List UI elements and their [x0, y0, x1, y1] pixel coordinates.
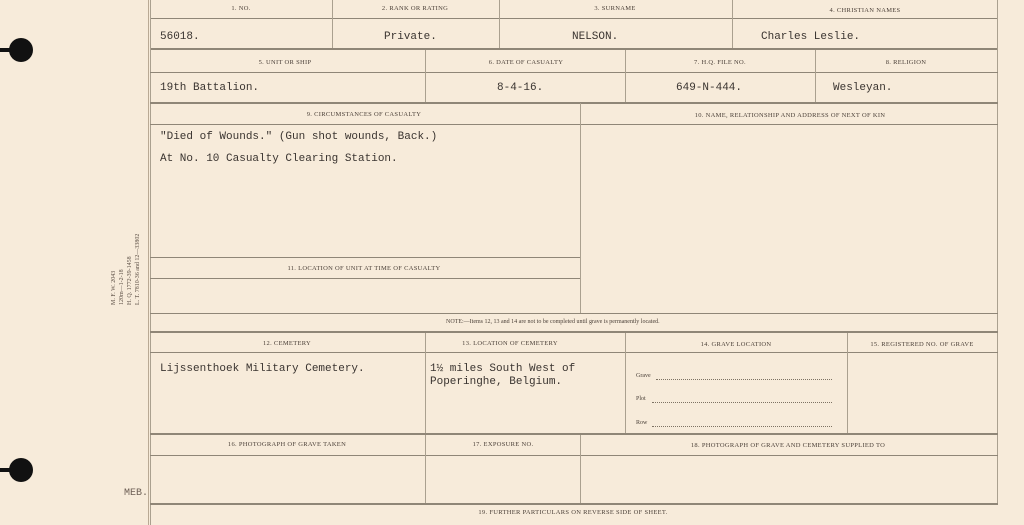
- value-religion: Wesleyan.: [833, 82, 893, 94]
- label-cemetery: 12. CEMETERY: [262, 340, 312, 347]
- label-christian-names: 4. CHRISTIAN NAMES: [829, 7, 901, 14]
- note-text: NOTE:—Items 12, 13 and 14 are not to be completed until grave is permanently located.: [446, 319, 660, 325]
- value-unit: 19th Battalion.: [160, 82, 260, 94]
- label-rank: 2. RANK OR RATING: [381, 5, 449, 12]
- value-surname: NELSON.: [572, 31, 619, 43]
- label-date: 6. DATE OF CASUALTY: [488, 59, 564, 66]
- value-christian-names: Charles Leslie.: [761, 31, 861, 43]
- value-cemetery-location-2: Poperinghe, Belgium.: [430, 376, 563, 388]
- value-hq-file: 649-N-444.: [676, 82, 743, 94]
- label-unit-location: 11. LOCATION OF UNIT AT TIME OF CASUALTY: [287, 265, 441, 272]
- label-number: 1. NO.: [231, 5, 251, 12]
- stamp-initials: MEB.: [124, 488, 149, 499]
- circumstances-line-1: "Died of Wounds." (Gun shot wounds, Back.): [160, 131, 438, 143]
- form-reference-text: [110, 215, 146, 305]
- label-exposure-no: 17. EXPOSURE NO.: [472, 441, 534, 448]
- footer-text: 19. FURTHER PARTICULARS ON REVERSE SIDE OF SHEET.: [478, 509, 668, 516]
- label-cemetery-location: 13. LOCATION OF CEMETERY: [462, 340, 558, 347]
- label-photo-supplied: 18. PHOTOGRAPH OF GRAVE AND CEMETERY SUPPLIED TO: [690, 442, 886, 449]
- value-date: 8-4-16.: [497, 82, 544, 94]
- label-unit: 5. UNIT OR SHIP: [258, 59, 312, 66]
- form-ref-line: 120m—1-2-18: [119, 269, 125, 305]
- plot-field-label: Plot: [636, 396, 646, 402]
- grave-field-label: Grave: [636, 373, 651, 379]
- label-grave-location: 14. GRAVE LOCATION: [700, 341, 772, 348]
- punch-hole-top: [9, 38, 33, 62]
- form-ref-line: L. T. 7810-36 and 12—33802: [135, 233, 141, 305]
- circumstances-line-2: At No. 10 Casualty Clearing Station.: [160, 153, 398, 165]
- label-circumstances: 9. CIRCUMSTANCES OF CASUALTY: [306, 111, 422, 118]
- label-photo-taken: 16. PHOTOGRAPH OF GRAVE TAKEN: [227, 441, 347, 448]
- value-rank: Private.: [384, 31, 437, 43]
- value-cemetery-location-1: 1½ miles South West of: [430, 363, 576, 375]
- label-registered-no: 15. REGISTERED NO. OF GRAVE: [870, 341, 974, 348]
- value-number: 56018.: [160, 31, 200, 43]
- label-hq-file: 7. H.Q. FILE NO.: [694, 59, 746, 66]
- punch-hole-bottom: [9, 458, 33, 482]
- card-stub: [0, 0, 149, 525]
- label-next-of-kin: 10. NAME, RELATIONSHIP AND ADDRESS OF NEXT OF KIN: [694, 112, 886, 119]
- row-field-label: Row: [636, 420, 648, 426]
- form-ref-line: M. F. W. 2043: [111, 270, 117, 305]
- form-ref-line: H. Q. 1772-39-1458: [127, 256, 133, 305]
- value-cemetery: Lijssenthoek Military Cemetery.: [160, 363, 365, 375]
- label-religion: 8. RELIGION: [885, 59, 927, 66]
- label-surname: 3. SURNAME: [594, 5, 636, 12]
